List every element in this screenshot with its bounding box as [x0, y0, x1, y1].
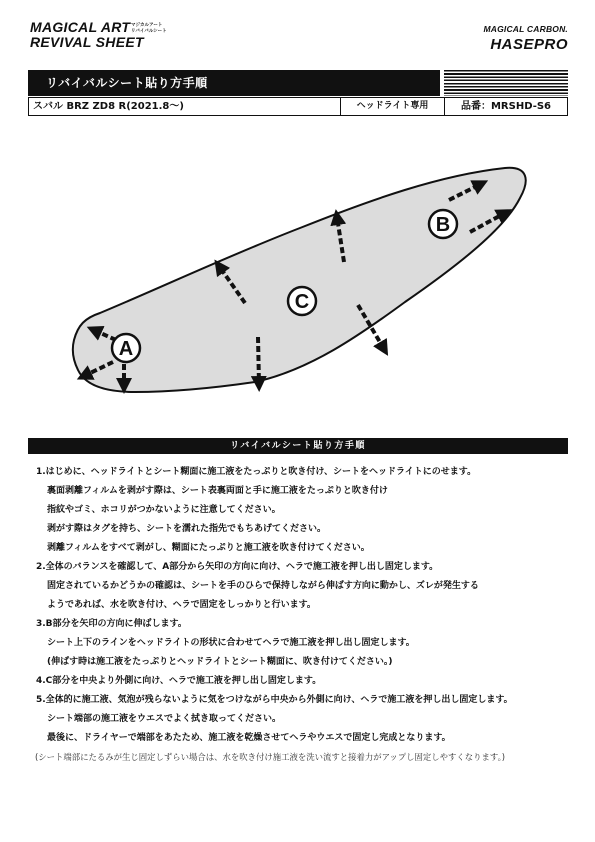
brand-line-2: REVIVAL SHEET — [30, 34, 144, 50]
step-1: 1.はじめに、ヘッドライトとシート糊面に施工液をたっぷりと吹き付け、シートをヘッドライトにのせます。 — [36, 467, 477, 477]
label-a-marker — [112, 334, 140, 362]
product-info-row — [28, 97, 568, 116]
step-5-detail-2: 最後に、ドライヤーで端部をあたため、施工液を乾燥させてヘラやウエスで固定し完成となります。 — [47, 733, 451, 743]
brand-logo-right — [483, 24, 568, 53]
instructions-list — [36, 463, 581, 767]
step-3-detail-1: シート上下のラインをヘッドライトの形状に合わせてヘラで施工液を押し出し固定します。 — [47, 638, 415, 648]
part-number: 品番：MRSHD-S6 — [460, 101, 552, 112]
step-2: 2.全体のバランスを確認して、A部分から矢印の方向に向け、ヘラで施工液を押し出し固定します。 — [36, 562, 439, 572]
step-1-detail-4: 剥離フィルムをすべて剥がし、糊面にたっぷりと施工液を吹き付けてください。 — [47, 543, 370, 553]
brand-right-line-1: MAGICAL CARBON. — [483, 24, 568, 34]
label-b-marker — [429, 210, 457, 238]
label-c: C — [294, 291, 310, 313]
step-3-detail-2: (伸ばす時は施工液をたっぷりとヘッドライトとシート糊面に、吹き付けてください。) — [47, 657, 393, 667]
headlight-diagram — [0, 140, 595, 400]
step-4: 4.C部分を中央より外側に向け、ヘラで施工液を押し出し固定します。 — [36, 676, 322, 686]
brand-right-line-2: HASEPRO — [490, 36, 568, 53]
label-a: A — [118, 338, 134, 360]
brand-kana-2: リバイバルシート — [131, 27, 167, 33]
section-title: リバイバルシート貼り方手順 — [28, 438, 568, 454]
step-3: 3.B部分を矢印の方向に伸ばします。 — [36, 619, 187, 629]
headlight-outline — [73, 168, 526, 392]
step-1-detail-1: 裏面剥離フィルムを剥がす際は、シート表裏両面と手に施工液をたっぷりと吹き付け — [47, 486, 388, 496]
brand-line-1: MAGICAL ART — [30, 19, 131, 35]
vehicle-model: スバル BRZ ZD8 R(2021.8〜) — [29, 98, 341, 115]
label-c-marker — [288, 287, 316, 315]
step-1-detail-3: 剥がす際はタグを持ち、シートを濡れた指先でもちあげてください。 — [47, 524, 327, 534]
step-2-detail-1: 固定されているかどうかの確認は、シートを手のひらで保持しながら伸ばす方向に動かし、ズレが発生する — [47, 581, 479, 591]
brand-logo-left — [30, 19, 167, 50]
step-2-detail-2: ようであれば、水を吹き付け、ヘラで固定をしっかりと行います。 — [47, 600, 316, 610]
closing-note: (シート端部にたるみが生じ固定しずらい場合は、水を吹き付け施工液を洗い流すと接着力がアップし固定しやすくなります。) — [35, 752, 506, 762]
step-1-detail-2: 指紋やゴミ、ホコリがつかないように注意してください。 — [47, 505, 281, 515]
usage-label: ヘッドライト専用 — [341, 98, 445, 115]
label-b: B — [435, 214, 451, 236]
step-5-detail-1: シート端部の施工液をウエスでよく拭き取ってください。 — [47, 714, 282, 724]
title-stripes-decoration — [444, 70, 568, 96]
step-5: 5.全体的に施工液、気泡が残らないように気をつけながら中央から外側に向け、ヘラで施工液を押し出し固定します。 — [36, 695, 513, 705]
page-title: リバイバルシート貼り方手順 — [28, 70, 440, 96]
brand-kana — [131, 22, 167, 33]
title-bar — [28, 70, 568, 96]
brand-kana-1: マジカルアート — [131, 22, 163, 27]
